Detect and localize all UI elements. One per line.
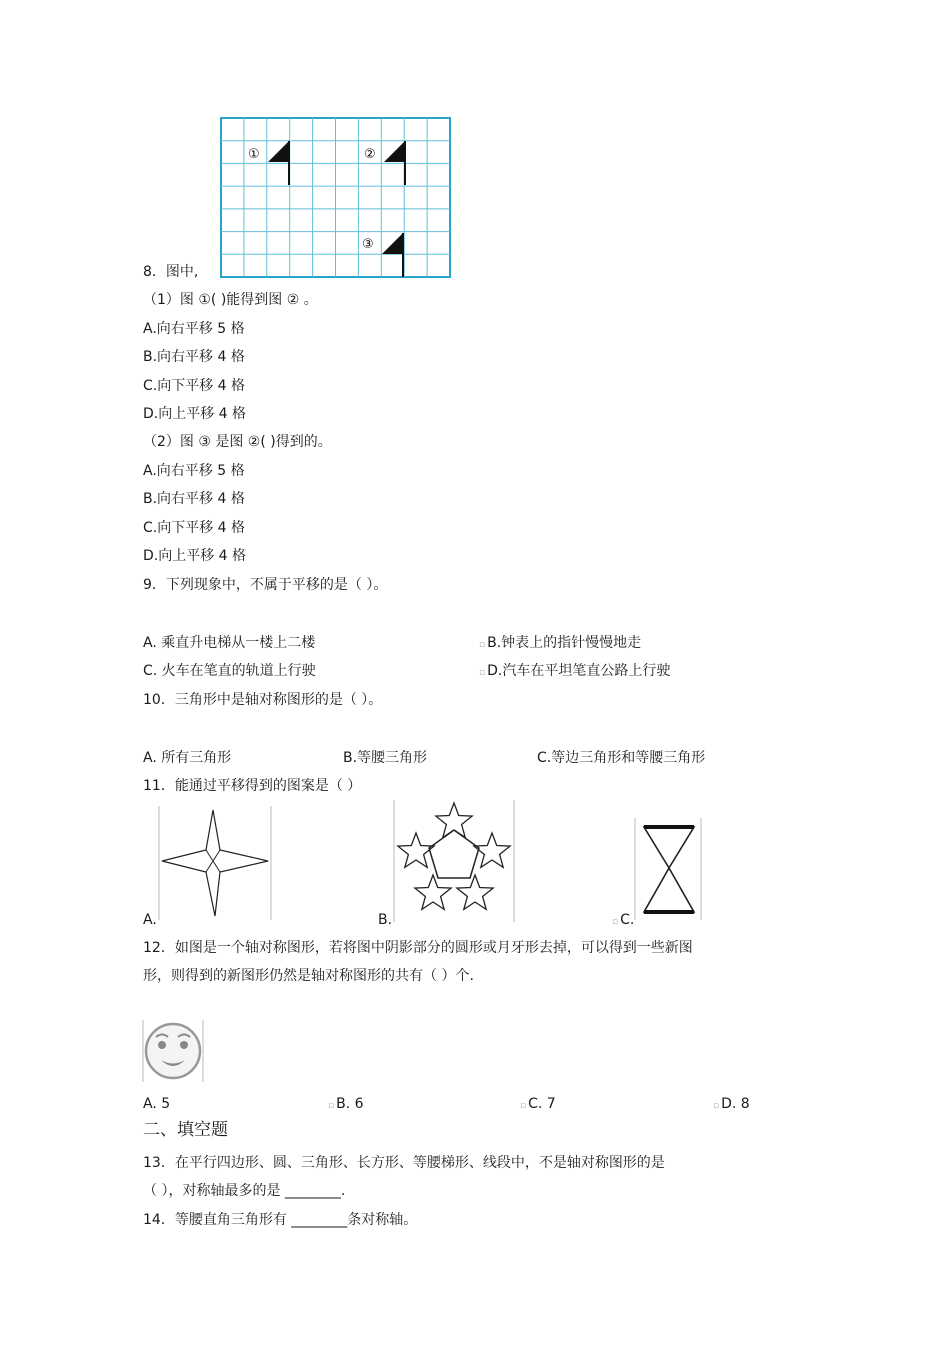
- q9-option-d-text: D.汽车在平坦笔直公路上行驶: [487, 663, 671, 679]
- q11-option-c[interactable]: [612, 911, 634, 931]
- section-title: 二、填空题: [143, 1120, 228, 1140]
- q10-option-a[interactable]: A. 所有三角形: [143, 750, 232, 766]
- tab-mark-icon: ▫: [479, 640, 486, 650]
- q8-sub1-option-a[interactable]: A.向右平移 5 格: [143, 321, 245, 337]
- q9-option-d[interactable]: [479, 662, 670, 682]
- q9-option-a[interactable]: A. 乘直升电梯从一楼上二楼: [143, 635, 316, 651]
- q9-stem: 9．下列现象中，不属于平移的是（ ）。: [143, 577, 388, 593]
- tab-mark-icon: ▫: [328, 1101, 335, 1111]
- q14-text: 14．等腰直角三角形有 ________条对称轴。: [143, 1212, 418, 1228]
- flag-1-label: ①: [248, 147, 260, 162]
- q11-option-c-text: C.: [620, 912, 635, 928]
- q8-stem: 8．图中,: [143, 264, 199, 280]
- q10-option-b[interactable]: B.等腰三角形: [343, 750, 428, 766]
- q10-stem: 10．三角形中是轴对称图形的是（ ）。: [143, 692, 383, 708]
- q12-option-c-text: C. 7: [528, 1096, 556, 1112]
- q8-sub1: （1）图 ①( )能得到图 ② 。: [143, 292, 318, 308]
- star-icon: [474, 833, 510, 867]
- q9-option-b[interactable]: [479, 634, 641, 654]
- flag-grid-figure: [220, 117, 452, 279]
- q8-sub1-option-d[interactable]: D.向上平移 4 格: [143, 406, 247, 422]
- q9-option-c[interactable]: C. 火车在笔直的轨道上行驶: [143, 663, 316, 679]
- smiley-face-figure: [142, 1020, 204, 1082]
- tab-mark-icon: ▫: [479, 668, 486, 678]
- star-icon: [415, 875, 451, 909]
- q12-option-b-text: B. 6: [336, 1096, 364, 1112]
- q13-line1: 13．在平行四边形、圆、三角形、长方形、等腰梯形、线段中，不是轴对称图形的是: [143, 1155, 665, 1171]
- tab-mark-icon: ▫: [713, 1101, 720, 1111]
- tab-mark-icon: ▫: [520, 1101, 527, 1111]
- q9-option-b-text: B.钟表上的指针慢慢地走: [487, 635, 642, 651]
- q12-option-a[interactable]: A. 5: [143, 1096, 171, 1112]
- star-icon: [436, 803, 472, 837]
- star-icon: [457, 875, 493, 909]
- q10-option-c[interactable]: C.等边三角形和等腰三角形: [537, 750, 706, 766]
- q8-sub2-option-c[interactable]: C.向下平移 4 格: [143, 520, 246, 536]
- q11-option-a[interactable]: A.: [143, 912, 157, 928]
- q8-sub1-option-b[interactable]: B.向右平移 4 格: [143, 349, 245, 365]
- q12-option-c[interactable]: [520, 1095, 556, 1115]
- q8-sub2: （2）图 ③ 是图 ②( )得到的。: [143, 434, 332, 450]
- q12-option-d[interactable]: [713, 1095, 750, 1115]
- q11-option-b[interactable]: B.: [378, 912, 393, 928]
- q8-sub2-option-d[interactable]: D.向上平移 4 格: [143, 548, 247, 564]
- q8-sub2-option-a[interactable]: A.向右平移 5 格: [143, 463, 245, 479]
- q13-line2: （ ），对称轴最多的是 ________.: [143, 1183, 346, 1199]
- q12-stem-line1: 12．如图是一个轴对称图形，若将图中阴影部分的圆形或月牙形去掉，可以得到一些新图: [143, 940, 693, 956]
- star-icon: [398, 833, 434, 867]
- q8-sub1-option-c[interactable]: C.向下平移 4 格: [143, 378, 246, 394]
- flag-2-label: ②: [364, 147, 376, 162]
- q12-option-b[interactable]: [328, 1095, 364, 1115]
- tab-mark-icon: ▫: [612, 917, 619, 927]
- q12-stem-line2: 形，则得到的新图形仍然是轴对称图形的共有（ ）个.: [143, 968, 474, 984]
- five-stars-figure: [393, 800, 515, 922]
- q12-option-d-text: D. 8: [721, 1096, 750, 1112]
- q11-stem: 11．能通过平移得到的图案是（ ）: [143, 778, 362, 794]
- flag-3-label: ③: [362, 237, 374, 252]
- four-point-star-figure: [158, 806, 272, 920]
- hourglass-figure: [634, 818, 702, 920]
- q8-sub2-option-b[interactable]: B.向右平移 4 格: [143, 491, 245, 507]
